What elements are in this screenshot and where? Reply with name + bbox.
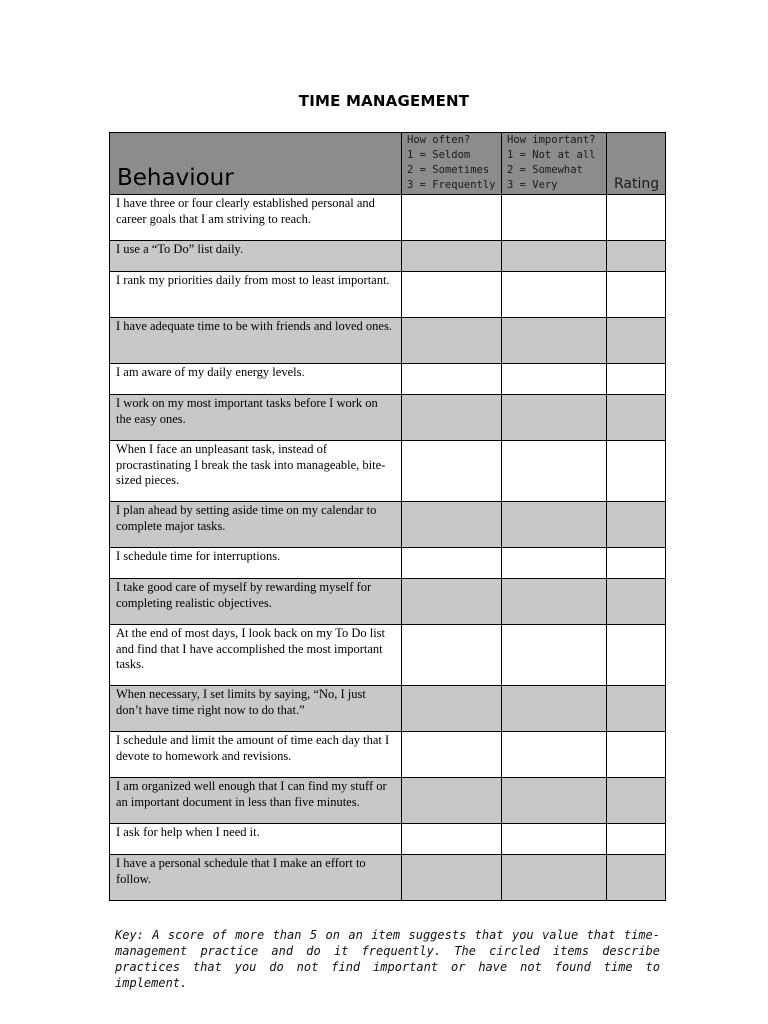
behaviour-statement: I have a personal schedule that I make an effort to follow. (110, 855, 402, 901)
table-row (110, 778, 666, 824)
how-important-cell[interactable] (502, 195, 607, 241)
behaviour-statement: When necessary, I set limits by saying, “No, I just don’t have time right now to do that.” (110, 686, 402, 732)
behaviour-statement: I have adequate time to be with friends and loved ones. (110, 318, 402, 364)
table-header-row (110, 133, 666, 195)
table-row (110, 502, 666, 548)
how-important-cell[interactable] (502, 395, 607, 441)
how-often-cell[interactable] (402, 824, 502, 855)
behaviour-statement: I ask for help when I need it. (110, 824, 402, 855)
how-often-cell[interactable] (402, 195, 502, 241)
behaviour-statement: I have three or four clearly established personal and career goals that I am striving to reach. (110, 195, 402, 241)
how-often-cell[interactable] (402, 855, 502, 901)
rating-cell[interactable] (607, 195, 666, 241)
behaviour-header-label: Behaviour (117, 165, 234, 191)
how-often-cell[interactable] (402, 579, 502, 625)
table-row (110, 195, 666, 241)
behaviour-statement: I am aware of my daily energy levels. (110, 364, 402, 395)
behaviour-statement: I work on my most important tasks before I work on the easy ones. (110, 395, 402, 441)
rating-cell[interactable] (607, 855, 666, 901)
behaviour-statement: I rank my priorities daily from most to least important. (110, 272, 402, 318)
behaviour-statement: I schedule and limit the amount of time each day that I devote to homework and revisions. (110, 732, 402, 778)
rating-cell[interactable] (607, 778, 666, 824)
how-often-cell[interactable] (402, 686, 502, 732)
rating-cell[interactable] (607, 824, 666, 855)
table-row (110, 732, 666, 778)
how-important-column-header (502, 133, 607, 195)
behaviour-statement: I use a “To Do” list daily. (110, 241, 402, 272)
table-row (110, 272, 666, 318)
table-body (110, 195, 666, 901)
how-often-cell[interactable] (402, 441, 502, 502)
how-often-cell[interactable] (402, 395, 502, 441)
how-often-cell[interactable] (402, 778, 502, 824)
how-important-cell[interactable] (502, 579, 607, 625)
how-important-cell[interactable] (502, 686, 607, 732)
time-management-table (109, 132, 666, 901)
rating-cell[interactable] (607, 579, 666, 625)
behaviour-statement: I take good care of myself by rewarding myself for completing realistic objectives. (110, 579, 402, 625)
table-row (110, 395, 666, 441)
table-row (110, 855, 666, 901)
how-often-cell[interactable] (402, 241, 502, 272)
how-important-cell[interactable] (502, 364, 607, 395)
behaviour-statement: When I face an unpleasant task, instead of procrastinating I break the task into manageable, bite-sized pieces. (110, 441, 402, 502)
rating-cell[interactable] (607, 548, 666, 579)
key-note: Key: A score of more than 5 on an item suggests that you value that time-management practice and do it frequently. The circled items describe practices that you do not find important or have not found time to implement. (115, 928, 660, 990)
behaviour-statement: I plan ahead by setting aside time on my calendar to complete major tasks. (110, 502, 402, 548)
rating-cell[interactable] (607, 441, 666, 502)
table-row (110, 686, 666, 732)
table-row (110, 579, 666, 625)
how-often-cell[interactable] (402, 548, 502, 579)
table-row (110, 318, 666, 364)
how-often-column-header (402, 133, 502, 195)
rating-cell[interactable] (607, 272, 666, 318)
how-important-cell[interactable] (502, 441, 607, 502)
table-row (110, 548, 666, 579)
how-important-cell[interactable] (502, 318, 607, 364)
how-often-cell[interactable] (402, 272, 502, 318)
rating-cell[interactable] (607, 318, 666, 364)
how-important-cell[interactable] (502, 732, 607, 778)
how-often-header-label: How often? 1 = Seldom 2 = Sometimes 3 = Frequently (407, 134, 496, 191)
table-row (110, 241, 666, 272)
table-row (110, 441, 666, 502)
behaviour-statement: I schedule time for interruptions. (110, 548, 402, 579)
table-row (110, 364, 666, 395)
how-important-header-label: How important? 1 = Not at all 2 = Somewhat 3 = Very (507, 134, 596, 191)
rating-cell[interactable] (607, 364, 666, 395)
rating-cell[interactable] (607, 241, 666, 272)
how-important-cell[interactable] (502, 778, 607, 824)
how-often-cell[interactable] (402, 732, 502, 778)
how-important-cell[interactable] (502, 855, 607, 901)
behaviour-column-header (110, 133, 402, 195)
rating-cell[interactable] (607, 732, 666, 778)
how-important-cell[interactable] (502, 272, 607, 318)
page-title: TIME MANAGEMENT (298, 92, 470, 110)
rating-header-label: Rating (614, 176, 660, 192)
rating-cell[interactable] (607, 395, 666, 441)
how-important-cell[interactable] (502, 548, 607, 579)
how-often-cell[interactable] (402, 502, 502, 548)
how-often-cell[interactable] (402, 364, 502, 395)
rating-cell[interactable] (607, 502, 666, 548)
how-important-cell[interactable] (502, 625, 607, 686)
how-important-cell[interactable] (502, 824, 607, 855)
rating-cell[interactable] (607, 625, 666, 686)
rating-column-header (607, 133, 666, 195)
behaviour-statement: I am organized well enough that I can find my stuff or an important document in less than five minutes. (110, 778, 402, 824)
table-row (110, 824, 666, 855)
behaviour-statement: At the end of most days, I look back on my To Do list and find that I have accomplished the most important tasks. (110, 625, 402, 686)
rating-cell[interactable] (607, 686, 666, 732)
how-important-cell[interactable] (502, 502, 607, 548)
how-often-cell[interactable] (402, 318, 502, 364)
table-row (110, 625, 666, 686)
how-important-cell[interactable] (502, 241, 607, 272)
how-often-cell[interactable] (402, 625, 502, 686)
